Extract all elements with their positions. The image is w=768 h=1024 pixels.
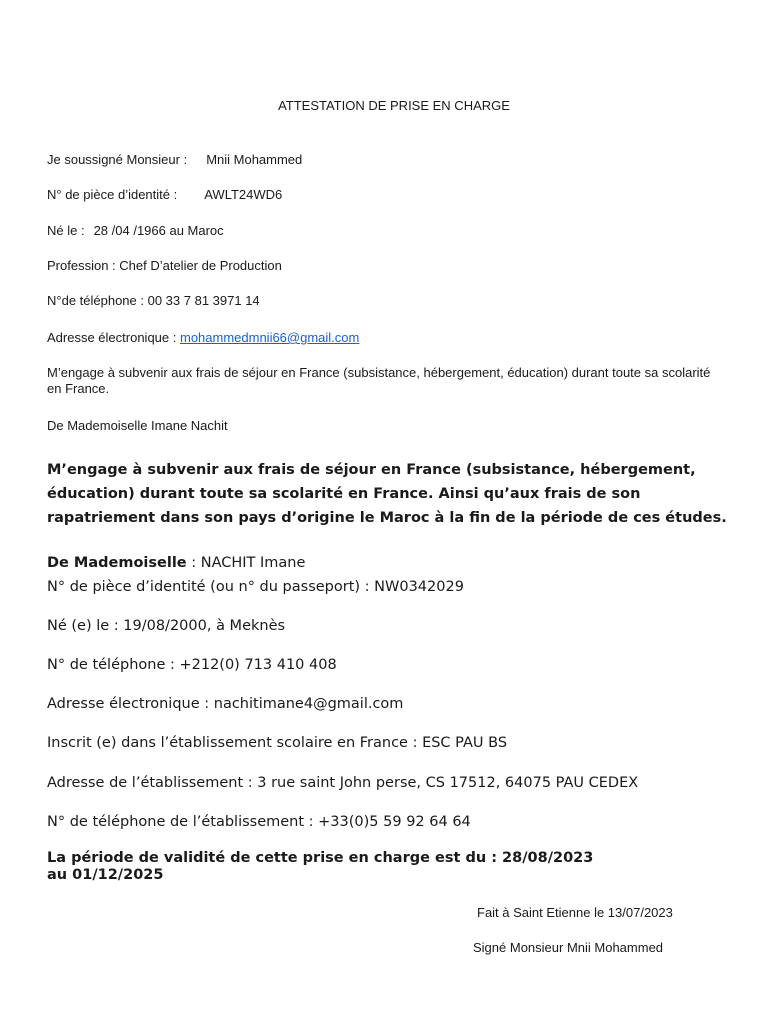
guarantor-id-line xyxy=(47,187,282,203)
guarantor-email-label: Adresse électronique : xyxy=(47,330,177,345)
guarantor-profession-line: Profession : Chef D’atelier de Production xyxy=(47,258,282,273)
school-address-line: Adresse de l’établissement : 3 rue saint John perse, CS 17512, 64075 PAU CEDEX xyxy=(47,775,639,791)
guarantor-name-value: Mnii Mohammed xyxy=(206,152,303,167)
guarantor-email-link[interactable]: mohammedmnii66@gmail.com xyxy=(179,330,360,345)
signature-line: Signé Monsieur Mnii Mohammed xyxy=(473,940,664,955)
guarantor-birth-value: 28 /04 /1966 au Maroc xyxy=(93,223,224,238)
guarantor-name-line xyxy=(47,152,302,168)
school-phone-line: N° de téléphone de l’établissement : +33(0)5 59 92 64 64 xyxy=(47,814,471,830)
beneficiary-email-line: Adresse électronique : nachitimane4@gmail.com xyxy=(47,696,404,712)
guarantor-birth-line xyxy=(47,223,224,239)
guarantor-phone-line: N°de téléphone : 00 33 7 81 3971 14 xyxy=(47,293,260,308)
beneficiary-name-line xyxy=(47,552,305,575)
commitment-short: M’engage à subvenir aux frais de séjour en France (subsistance, hébergement, éducation) durant toute sa scolarité en France. xyxy=(47,365,711,396)
guarantor-name-label: Je soussigné Monsieur : xyxy=(47,152,188,167)
guarantor-id-value: AWLT24WD6 xyxy=(204,187,283,202)
validity-line-2: au 01/12/2025 xyxy=(47,867,164,883)
beneficiary-birth-line: Né (e) le : 19/08/2000, à Meknès xyxy=(47,618,286,634)
guarantor-birth-label: Né le : xyxy=(47,223,85,238)
beneficiary-school-line: Inscrit (e) dans l’établissement scolaire en France : ESC PAU BS xyxy=(47,735,508,751)
beneficiary-passport-line: N° de pièce d’identité (ou n° du passeport) : NW0342029 xyxy=(47,579,464,595)
beneficiary-name-label: De Mademoiselle xyxy=(47,555,187,571)
guarantor-email-line xyxy=(47,330,359,346)
beneficiary-phone-line: N° de téléphone : +212(0) 713 410 408 xyxy=(47,657,337,673)
place-date: Fait à Saint Etienne le 13/07/2023 xyxy=(477,905,673,920)
beneficiary-name-value: : NACHIT Imane xyxy=(186,555,306,571)
document-title: ATTESTATION DE PRISE EN CHARGE xyxy=(278,98,510,113)
guarantor-id-label: N° de pièce d’identité : xyxy=(47,187,178,202)
commitment-long: M’engage à subvenir aux frais de séjour en France (subsistance, hébergement, éducation) durant toute sa scolarité en France. Ainsi qu’aux frais de son rapatriement dans son pays d’origine le Maroc à la fin de la période de ces études. xyxy=(47,462,727,526)
validity-line-1: La période de validité de cette prise en charge est du : 28/08/2023 xyxy=(47,850,594,866)
beneficiary-short: De Mademoiselle Imane Nachit xyxy=(47,418,228,433)
